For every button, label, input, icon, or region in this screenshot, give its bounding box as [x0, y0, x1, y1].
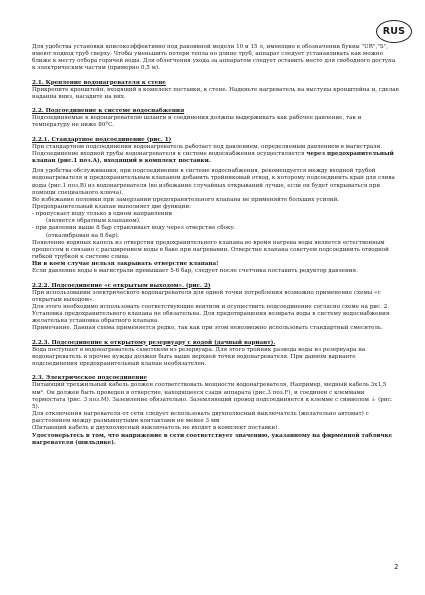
- voltage-warning: Удостоверьтесь в том, что напряжение в сети соответствует значению, указанному на фирменной табличке нагревателя (шильдике).: [32, 432, 393, 446]
- intro-paragraph: Для удобства установки вписокоэффективно под раковиной модели 10 и 15 л, имеющие в обозначении буквы "UR","S", имеют подвод труб сверху. Чтобы уменьшить потери тепла по длине труб, аппарат следует устанавливать как можно ближе к месту отбора горячей воды. Для облегчения ухода за аппаратом следует оставить место для свободного доступа к электрическим частям (примерно 0,5 м).: [32, 44, 396, 72]
- section-2-3-p1: Питающий трехжильный кабель должен соответствовать мощности водонагревателя, Например, медный кабель 3х1,5 мм². Он должен быть проведен в отверстие, находящееся сзади аппарата (рис.3 поз.F), и соединен с клеммами термостата (рис. 3 поз.М). Заземление обязательно. Заземляющий провод подсоединяется к клемме с символом ⏚ (рис. 5).: [32, 382, 393, 410]
- page-content: [32, 44, 400, 447]
- section-2-2-1-p7: Если давление воды в магистрали превышает 5-6 бар, следует после счетчика поставить редуктор давления.: [32, 268, 358, 275]
- section-2-3-heading: 2.3. Электрическое подсоединение: [32, 375, 148, 382]
- valve-function-2: - при давлении выше 8 бар стравливает воду через отверстие сбоку.: [32, 225, 236, 232]
- inlet-text: Подсоединение входной трубы водонагревателя к системе водоснабжения осуществляется: [32, 150, 307, 157]
- section-2-2-2-p2: Для этого необходимо использовать соответствующие вентили и осуществить подсоединение согласно схеме на рис. 2. Установка предохранительного клапана не обязательна. Для предотвращения возврата воды в систему водоснабжения желательна установка обратного клапана.: [32, 304, 390, 325]
- section-2-2-3-heading: 2.2.3. Подсоединение к открытому резервуару с водой (дачный вариант).: [32, 339, 276, 346]
- page-number: 2: [394, 563, 399, 571]
- section-2-3-p2: Для отключения нагревателя от сети следует использовать двухполюсный выключатель (желательно автомат) с расстоянием между размыкнутыми контактами не менее 3 мм: [32, 411, 369, 425]
- section-2-2-1-p3: Для удобства обслуживания, при подсоединении к системе водоснабжения, рекомендуется между входной трубой водонагревателя и предохранительным клапаном добавить тройниковый отвод, к которому подсоединить кран для слива воды (рис.1 поз.В) из водонагревателя (во избежание случайных открываний лучше, если он будет открываться при помощи специального ключа).: [32, 168, 395, 196]
- section-2-2-1-p4: Во избежание поломки при замерзании предохранительного клапана не применяйте больших усилий.: [32, 196, 340, 203]
- inlet-valve-text: через предохранительный клапан (рис.1 поз.А), входящий в комплект поставки.: [32, 150, 394, 165]
- section-2-2-heading: 2.2. Подсоединение к системе водоснабжения: [32, 108, 185, 115]
- section-2-3-p3: (Питающий кабель и двухполюсный выключатель не входят в комплект поставки).: [32, 425, 280, 432]
- valve-function-1-note: (является обратным клапаном).: [46, 218, 141, 225]
- section-2-2-1-p6: Появление водяных капель из отверстия предохранительного клапана во время нагрева воды является естественным процессом и связано с расширением воды в баке при нагревании. Отверстие клапана советуем подсоединить отводной гибкой трубкой к системе слива.: [32, 239, 389, 261]
- section-2-2-1-p1: При стандартном подсоединении водонагреватель работает под давлением, определяемым давлением в магистрали.: [32, 143, 383, 150]
- section-2-2-1-p5: Предохранительный клапан выполняет две функции:: [32, 203, 191, 210]
- section-2-2-3-p1: Вода поступает в водонагреватель самотеком из резервуара. Для этого тройник развода воды из резервуара на водонагреватель и прочие нужды должен быть выше верхней точки водонагревателя. При данном варианте подсоединения предохранительный клапан необязателен.: [32, 346, 366, 368]
- section-2-2-2-note: Примечание. Данная схема применяется редко, так как при этом невозможно использовать стандартный смеситель.: [32, 325, 383, 332]
- section-2-2-2-p1: При использовании электрического водонагревателя для одной точки потребления возможно применение схемы «с открытым выходом».: [32, 289, 381, 303]
- valve-function-1: - пропускает воду только в одном направлении: [32, 211, 173, 218]
- section-2-1-text: Прикрепите кронштейн, входящий в комплект поставки, к стене. Наденьте нагреватель на выступы кронштейна и, сделав наданна вниз, насадите на них.: [32, 86, 399, 100]
- valve-warning: Ни в коем случае нельзя закрывать отверстие клапана!: [32, 261, 219, 268]
- section-2-2-1-p2: [32, 151, 400, 165]
- section-2-2-1-heading: 2.2.1. Стандартное подсоединение (рис. 1): [32, 136, 172, 143]
- valve-function-2-note: (откалиброван на 8 бар).: [46, 232, 120, 239]
- section-2-2-text: Подсоединяемые к водонагревателю шланги и соединения должны выдерживать как рабочее давление, так и температуру не ниже 80°C.: [32, 115, 362, 129]
- section-2-2-2-heading: 2.2.2. Подсоединение «с открытым выходом». (рис. 2): [32, 282, 211, 289]
- section-2-1-heading: 2.1. Крепление водонагревателя к стене: [32, 79, 166, 86]
- country-badge: RUS: [376, 20, 412, 43]
